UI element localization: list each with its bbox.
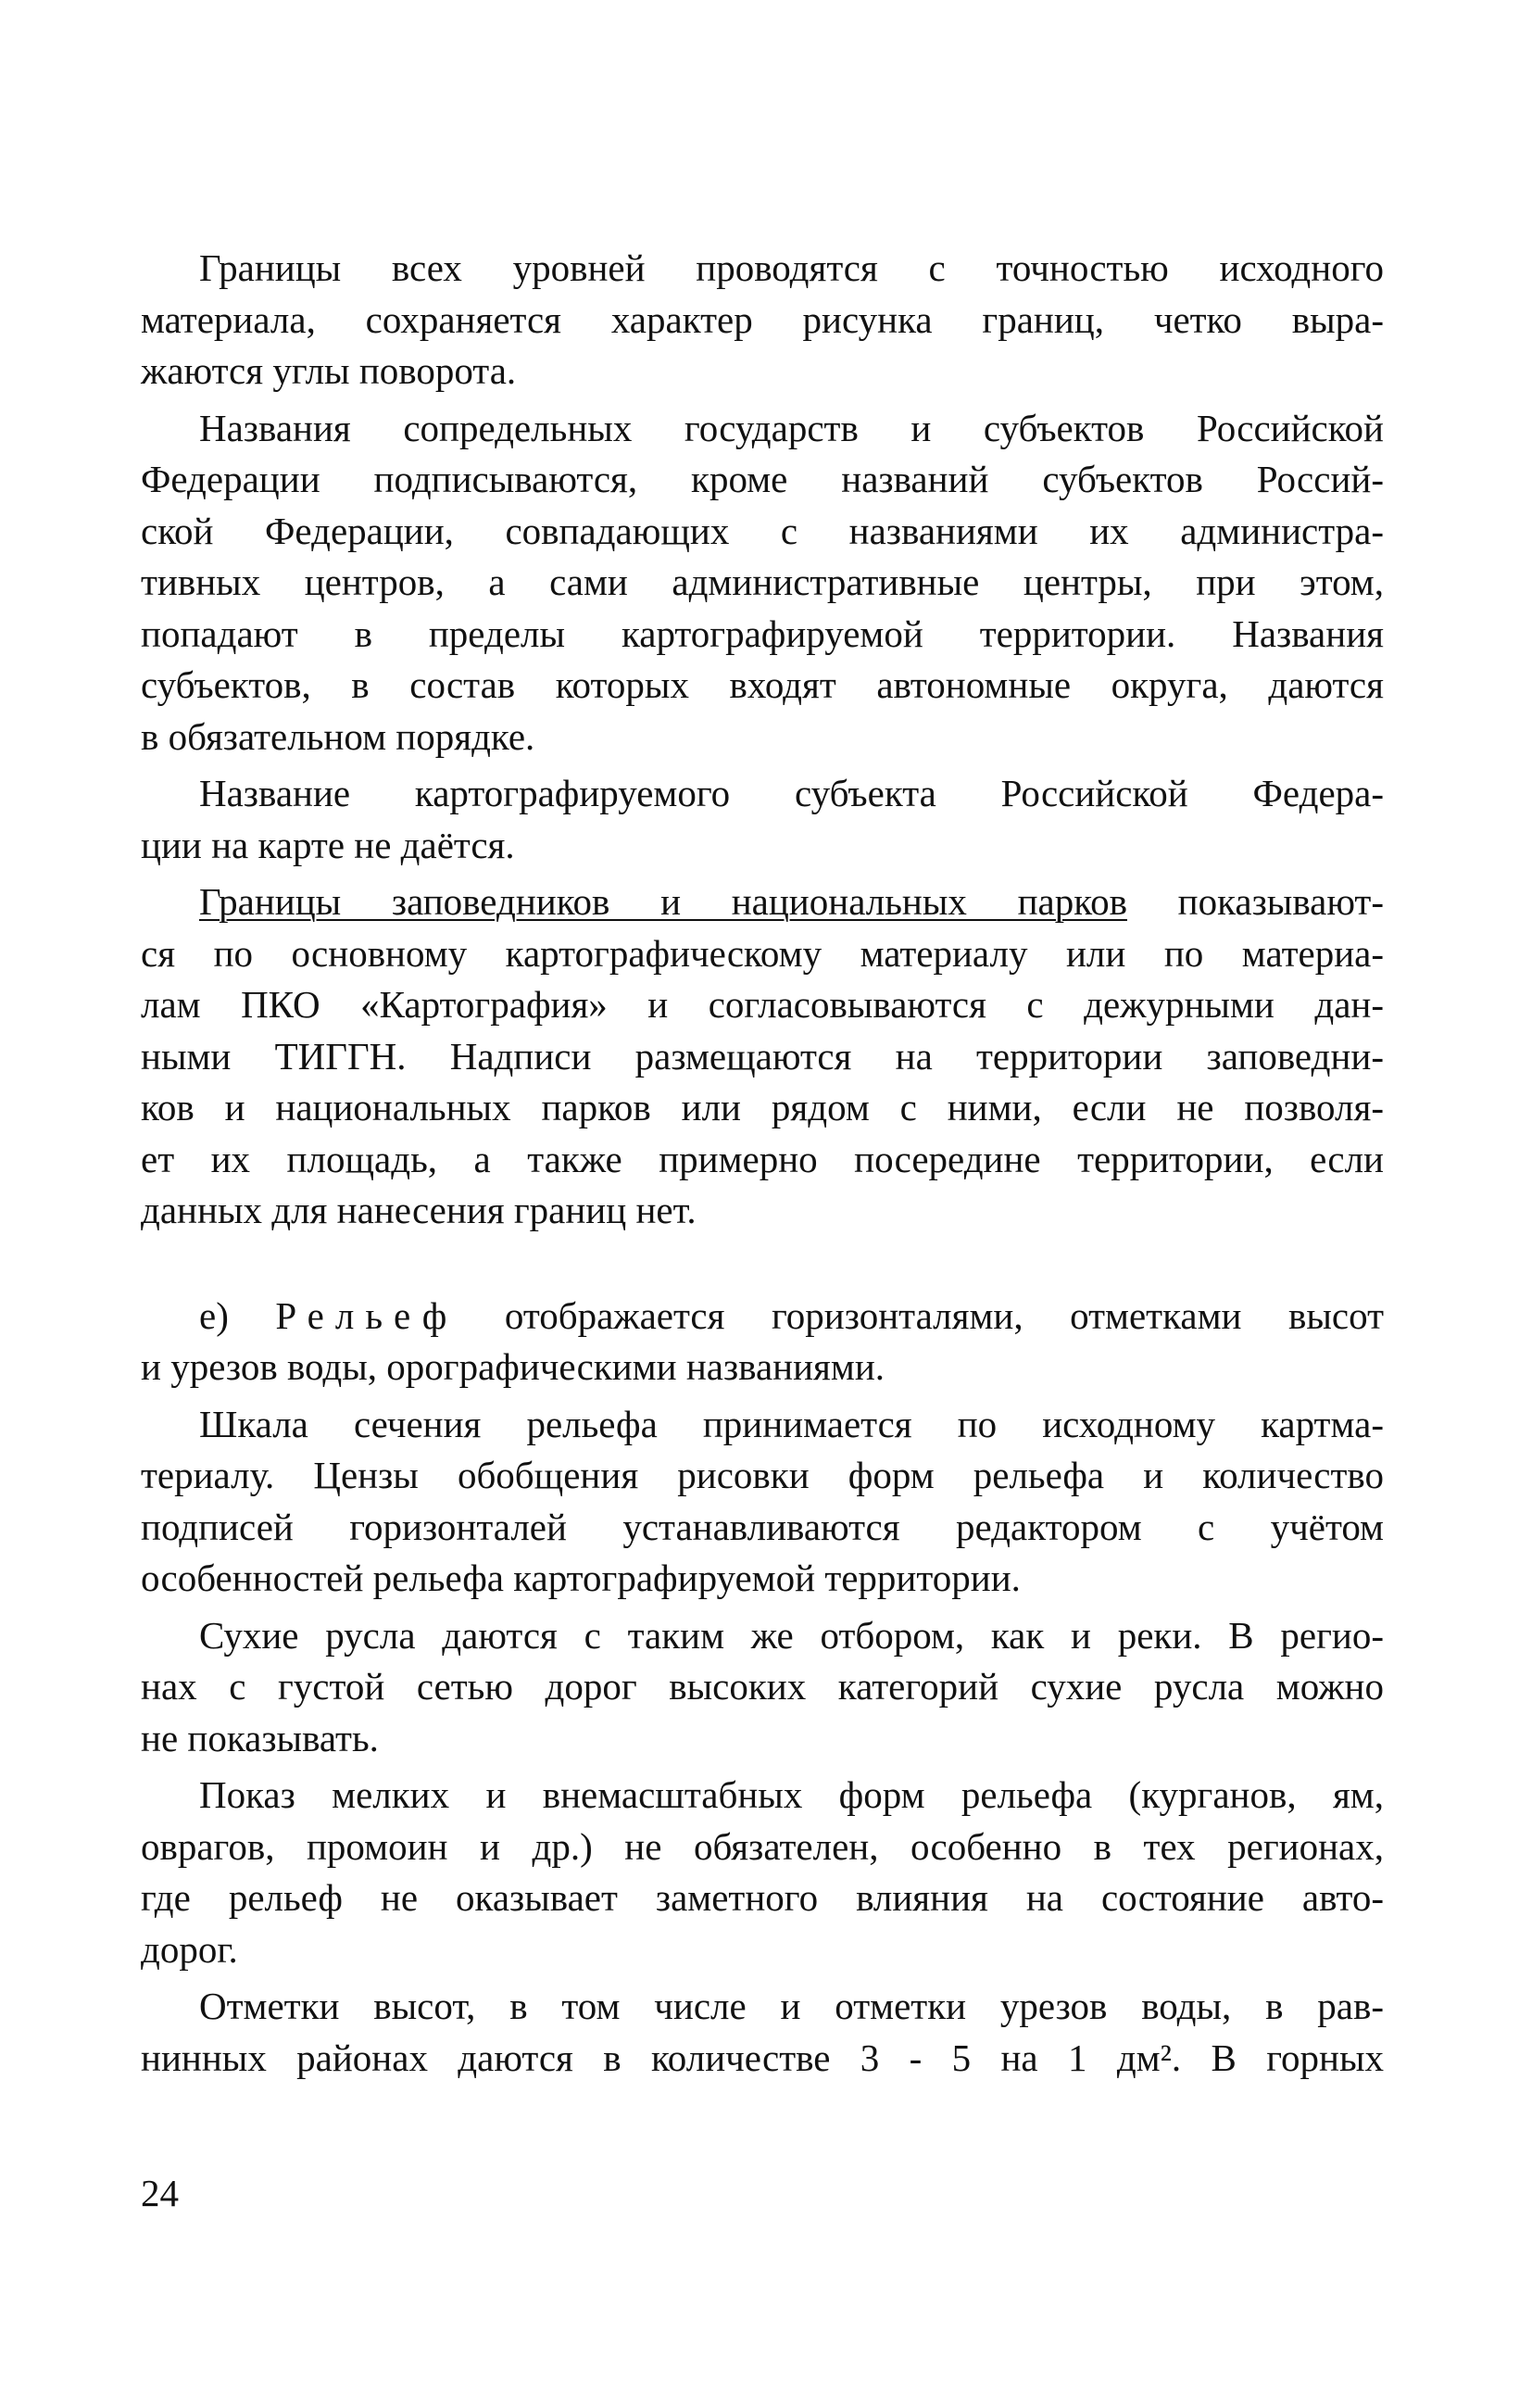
text-line: ными ТИГГН. Надписи размещаются на территории заповедни- — [141, 1034, 1384, 1078]
text-line: данных для нанесения границ нет. — [141, 1189, 697, 1231]
text-line: подписей горизонталей устанавливаются редактором с учётом — [141, 1505, 1384, 1548]
text-line: лам ПКО «Картография» и согласовываются с дежурными дан- — [141, 983, 1384, 1026]
text-line: ской Федерации, совпадающих с названиями их администра- — [141, 509, 1384, 552]
text-line: нах с густой сетью дорог высоких категорий сухие русла можно — [141, 1665, 1384, 1708]
paragraph-dry-beds — [141, 1610, 1384, 1765]
page-body — [141, 243, 1384, 2084]
text-line: тивных центров, а сами административные центры, при этом, — [141, 561, 1384, 603]
text-line: териалу. Цензы обобщения рисовки форм рельефа и количество — [141, 1454, 1384, 1496]
text-line: материала, сохраняется характер рисунка границ, четко выра- — [141, 297, 1384, 341]
text-line: Отметки высот, в том числе и отметки урезов воды, в рав- — [199, 1985, 1384, 2027]
paragraph-neighbor-names — [141, 403, 1384, 763]
paragraph-relief-scale — [141, 1399, 1384, 1605]
text-line: Названия сопредельных государств и субъектов Российской — [199, 406, 1384, 449]
text-line: в обязательном порядке. — [141, 714, 535, 758]
text-line: не показывать. — [141, 1716, 379, 1759]
paragraph-small-forms — [141, 1770, 1384, 1975]
paragraph-reserve-borders — [141, 876, 1384, 1237]
paragraph-borders-accuracy — [141, 243, 1384, 397]
text-line: ся по основному картографическому материалу или по материа- — [141, 931, 1384, 975]
text-line: ков и национальных парков или рядом с ними, если не позволя- — [141, 1086, 1384, 1128]
text-line: ет их площадь, а также примерно посередине территории, если — [141, 1137, 1384, 1180]
text-line: попадают в пределы картографируемой территории. Названия — [141, 611, 1384, 655]
text-line: оврагов, промоин и др.) не обязателен, особенно в тех регионах, — [141, 1824, 1384, 1868]
text-line: субъектов, в состав которых входят автономные округа, даются — [141, 663, 1384, 706]
text-line: жаются углы поворота. — [141, 349, 517, 392]
text-line — [141, 876, 1384, 928]
text-line: дорог. — [141, 1927, 238, 1971]
text-line: Название картографируемого субъекта Российской Федера- — [199, 772, 1384, 814]
text-line: Федерации подписываются, кроме названий субъектов Россий- — [141, 458, 1384, 500]
paragraph-subject-name — [141, 768, 1384, 871]
paragraph-elevation-marks — [141, 1981, 1384, 2084]
page-number: 24 — [141, 2172, 179, 2214]
text-line: Сухие русла даются с таким же отбором, как и реки. В регио- — [199, 1613, 1384, 1657]
text-line: Границы всех уровней проводятся с точностью исходного — [199, 246, 1384, 289]
spaced-term: Рельеф — [275, 1293, 458, 1337]
text-line: Показ мелких и внемасштабных форм рельефа (курганов, ям, — [199, 1773, 1384, 1816]
paragraph-relief-heading — [141, 1291, 1384, 1393]
text-line: особенностей рельефа картографируемой территории. — [141, 1557, 1021, 1599]
text-line: нинных районах даются в количестве 3 - 5 на 1 дм². В горных — [141, 2036, 1384, 2079]
list-marker: е) — [199, 1293, 276, 1337]
text-line — [141, 1291, 1384, 1343]
text-line: и урезов воды, орографическими названиями. — [141, 1345, 885, 1388]
text-fragment: отображается горизонталями, отметками высот — [458, 1293, 1384, 1337]
text-fragment: показывают- — [1126, 880, 1384, 923]
text-line: Шкала сечения рельефа принимается по исходному картма- — [199, 1402, 1384, 1445]
underlined-term: Границы заповедников и национальных парков — [199, 880, 1127, 923]
text-line: где рельеф не оказывает заметного влияния на состояние авто- — [141, 1876, 1384, 1919]
text-line: ции на карте не даётся. — [141, 823, 515, 866]
